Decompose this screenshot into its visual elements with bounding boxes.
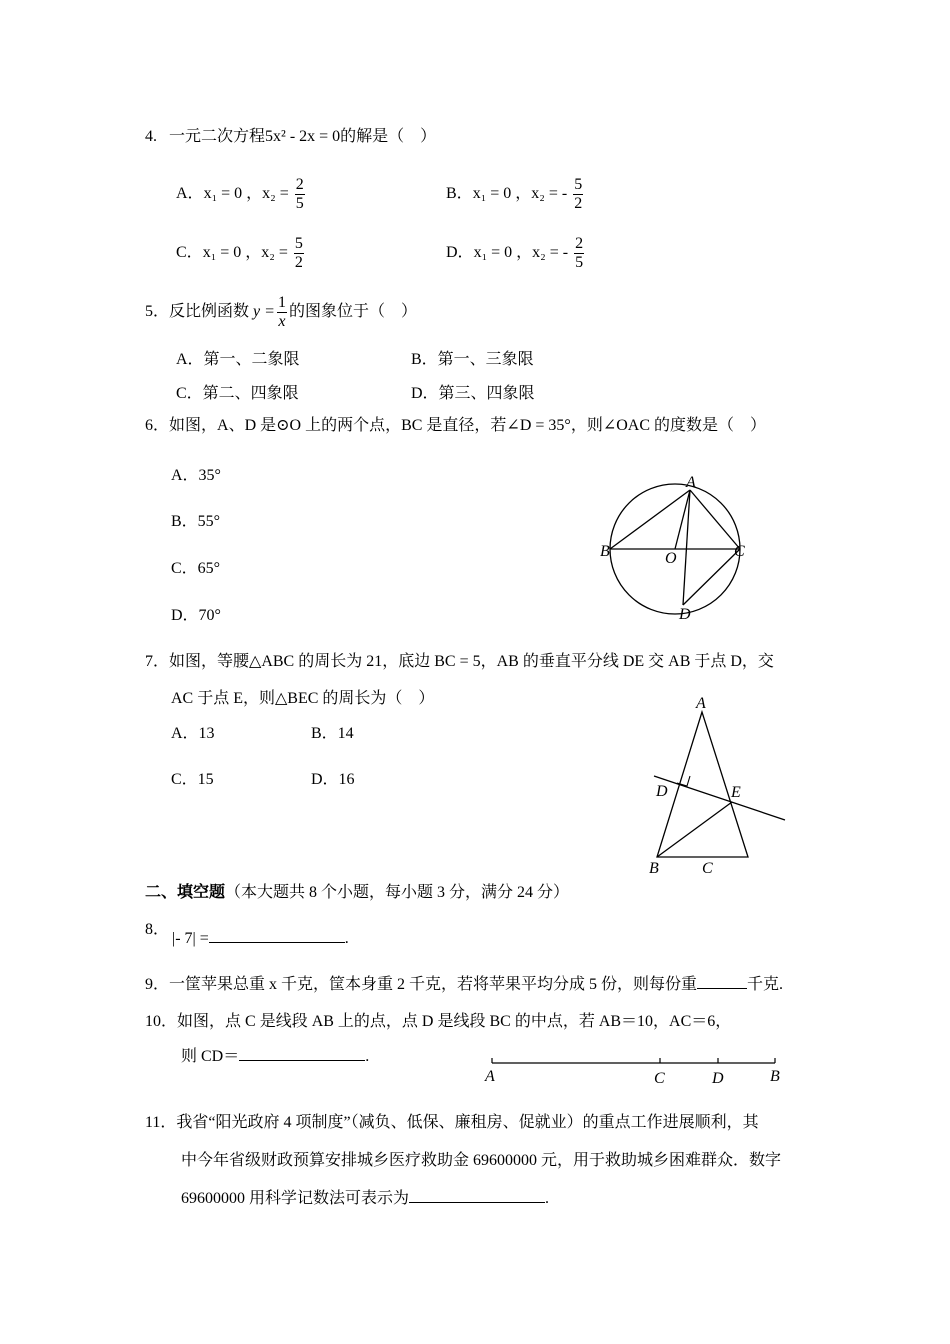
q7-stem-line1 [145, 652, 774, 672]
option-text: x₁ = 0 ，x₂ = [203, 185, 289, 203]
q8-number: 8． [145, 921, 170, 938]
option-label: A． [176, 185, 204, 203]
segment-ab [610, 490, 690, 549]
option-text: x₁ = 0 ，x₂ = - [472, 185, 568, 203]
q9-number: 9． [145, 976, 170, 993]
q10-tail: . [365, 1048, 370, 1065]
q10-answer-blank[interactable] [239, 1046, 365, 1061]
label-a: A [686, 474, 696, 491]
q7-triangle-figure [640, 690, 800, 880]
q5-stem [145, 294, 417, 331]
q11-answer-blank[interactable] [409, 1188, 545, 1203]
option-label: B． [446, 185, 473, 203]
q6-circle-figure [590, 470, 760, 630]
perpendicular-bisector-de [654, 776, 785, 820]
q7-option-c: C．15 [171, 771, 214, 788]
q11-line3-pre: 69600000 用科学记数法可表示为 [181, 1190, 410, 1207]
option-fraction: $\frac{2}{5}$ [575, 235, 584, 271]
q5-fraction: $\frac{1}{x}$ [277, 294, 286, 330]
label-b: B [770, 1068, 780, 1085]
option-label: D． [446, 244, 474, 262]
q11-text-1: 我省“阳光政府 4 项制度”（减负、低保、廉租房、促就业）的重点工作进展顺利，其 [176, 1114, 759, 1131]
option-text: x₁ = 0 ，x₂ = [202, 244, 288, 262]
label-d: D [679, 606, 691, 623]
label-c: C [702, 860, 713, 877]
q10-line2-pre: 则 CD＝ [181, 1048, 240, 1065]
q5-stem-post: 的图象位于（ ） [288, 303, 417, 321]
option-text: x₁ = 0 ，x₂ = - [473, 244, 569, 262]
segment-be [657, 802, 732, 857]
q6-number: 6． [145, 417, 170, 434]
q7-number: 7． [145, 653, 170, 670]
q4-stem-post: 的解是（ ） [340, 128, 437, 145]
q7-stem-line2: AC 于点 E，则△BEC 的周长为（ ） [171, 690, 435, 707]
q5-option-b: B．第一、三象限 [411, 351, 534, 368]
q4-stem-pre: 一元二次方程 [169, 128, 266, 145]
label-o: O [665, 550, 677, 567]
q6-option-a: A．35° [171, 467, 221, 484]
q8-body [172, 928, 349, 949]
q4-equation: 5x² - 2x = 0 [265, 128, 341, 145]
option-fraction: $\frac{5}{2}$ [294, 235, 303, 271]
label-d: D [656, 783, 668, 800]
q10-segment-figure [478, 1052, 788, 1088]
section2-header [145, 883, 569, 903]
q9-text-pre: 一筐苹果总重 x 千克，筐本身重 2 千克，若将苹果平均分成 5 份，则每份重 [169, 976, 698, 993]
q4-option-b [446, 176, 585, 213]
q6-stem-text: 如图，A、D 是⊙O 上的两个点，BC 是直径，若∠D = 35°，则∠OAC 的度数是（ ） [169, 417, 767, 434]
label-a: A [485, 1068, 495, 1085]
label-c: C [654, 1070, 665, 1087]
q5-option-a: A．第一、二象限 [176, 351, 300, 368]
q7-option-a: A．13 [171, 725, 215, 742]
q11-line2: 中今年省级财政预算安排城乡医疗救助金 69600000 元，用于救助城乡困难群众．数字 [181, 1152, 782, 1169]
section2-note: （本大题共 8 个小题，每小题 3 分，满分 24 分） [225, 884, 570, 901]
q5-number: 5． [145, 303, 170, 321]
q7-stem-text: 如图，等腰△ABC 的周长为 21，底边 BC = 5，AB 的垂直平分线 DE 交 AB 于点 D，交 [169, 653, 774, 670]
option-fraction: $\frac{5}{2}$ [574, 176, 583, 212]
q6-option-b: B．55° [171, 513, 221, 530]
q11-line1 [145, 1113, 759, 1133]
label-d: D [712, 1070, 724, 1087]
q4-option-d [446, 235, 586, 272]
q10-text: 如图，点 C 是线段 AB 上的点，点 D 是线段 BC 的中点，若 AB＝10，AC＝6， [177, 1013, 732, 1030]
q5-func-lhs: y = [253, 303, 275, 321]
q11-tail: . [545, 1190, 550, 1207]
q10-line1 [145, 1012, 731, 1032]
q8-tail: . [344, 930, 349, 947]
q10-number: 10． [145, 1013, 178, 1030]
q6-stem [145, 416, 766, 436]
q4-number: 4. [145, 128, 157, 145]
q7-option-d: D．16 [311, 771, 355, 788]
q5-option-d: D．第三、四象限 [411, 385, 535, 402]
section2-title: 二、填空题 [145, 884, 226, 901]
label-b: B [649, 860, 659, 877]
option-label: C． [176, 244, 203, 262]
label-c: C [734, 543, 745, 560]
label-b: B [600, 543, 610, 560]
q6-option-d: D．70° [171, 607, 221, 624]
q5-option-c: C．第二、四象限 [176, 385, 299, 402]
label-a: A [696, 695, 706, 712]
q9-line [145, 974, 783, 995]
q5-stem-pre: 反比例函数 [169, 303, 250, 321]
q11-number: 11． [145, 1114, 177, 1131]
q10-line2 [181, 1046, 369, 1067]
segment-dc [683, 549, 740, 605]
q8-answer-blank[interactable] [209, 928, 345, 943]
label-e: E [731, 784, 741, 801]
q11-line3 [181, 1188, 549, 1209]
q4-option-a [176, 176, 307, 213]
q8-expression: |- 7| = [172, 930, 209, 947]
q4-option-c [176, 235, 306, 272]
q7-option-b: B．14 [311, 725, 354, 742]
q4-stem [145, 127, 436, 147]
q6-option-c: C．65° [171, 560, 221, 577]
option-fraction: $\frac{2}{5}$ [295, 176, 304, 212]
q9-text-post: 千克. [747, 976, 784, 993]
segment-ad [683, 490, 690, 605]
q9-answer-blank[interactable] [697, 974, 747, 989]
